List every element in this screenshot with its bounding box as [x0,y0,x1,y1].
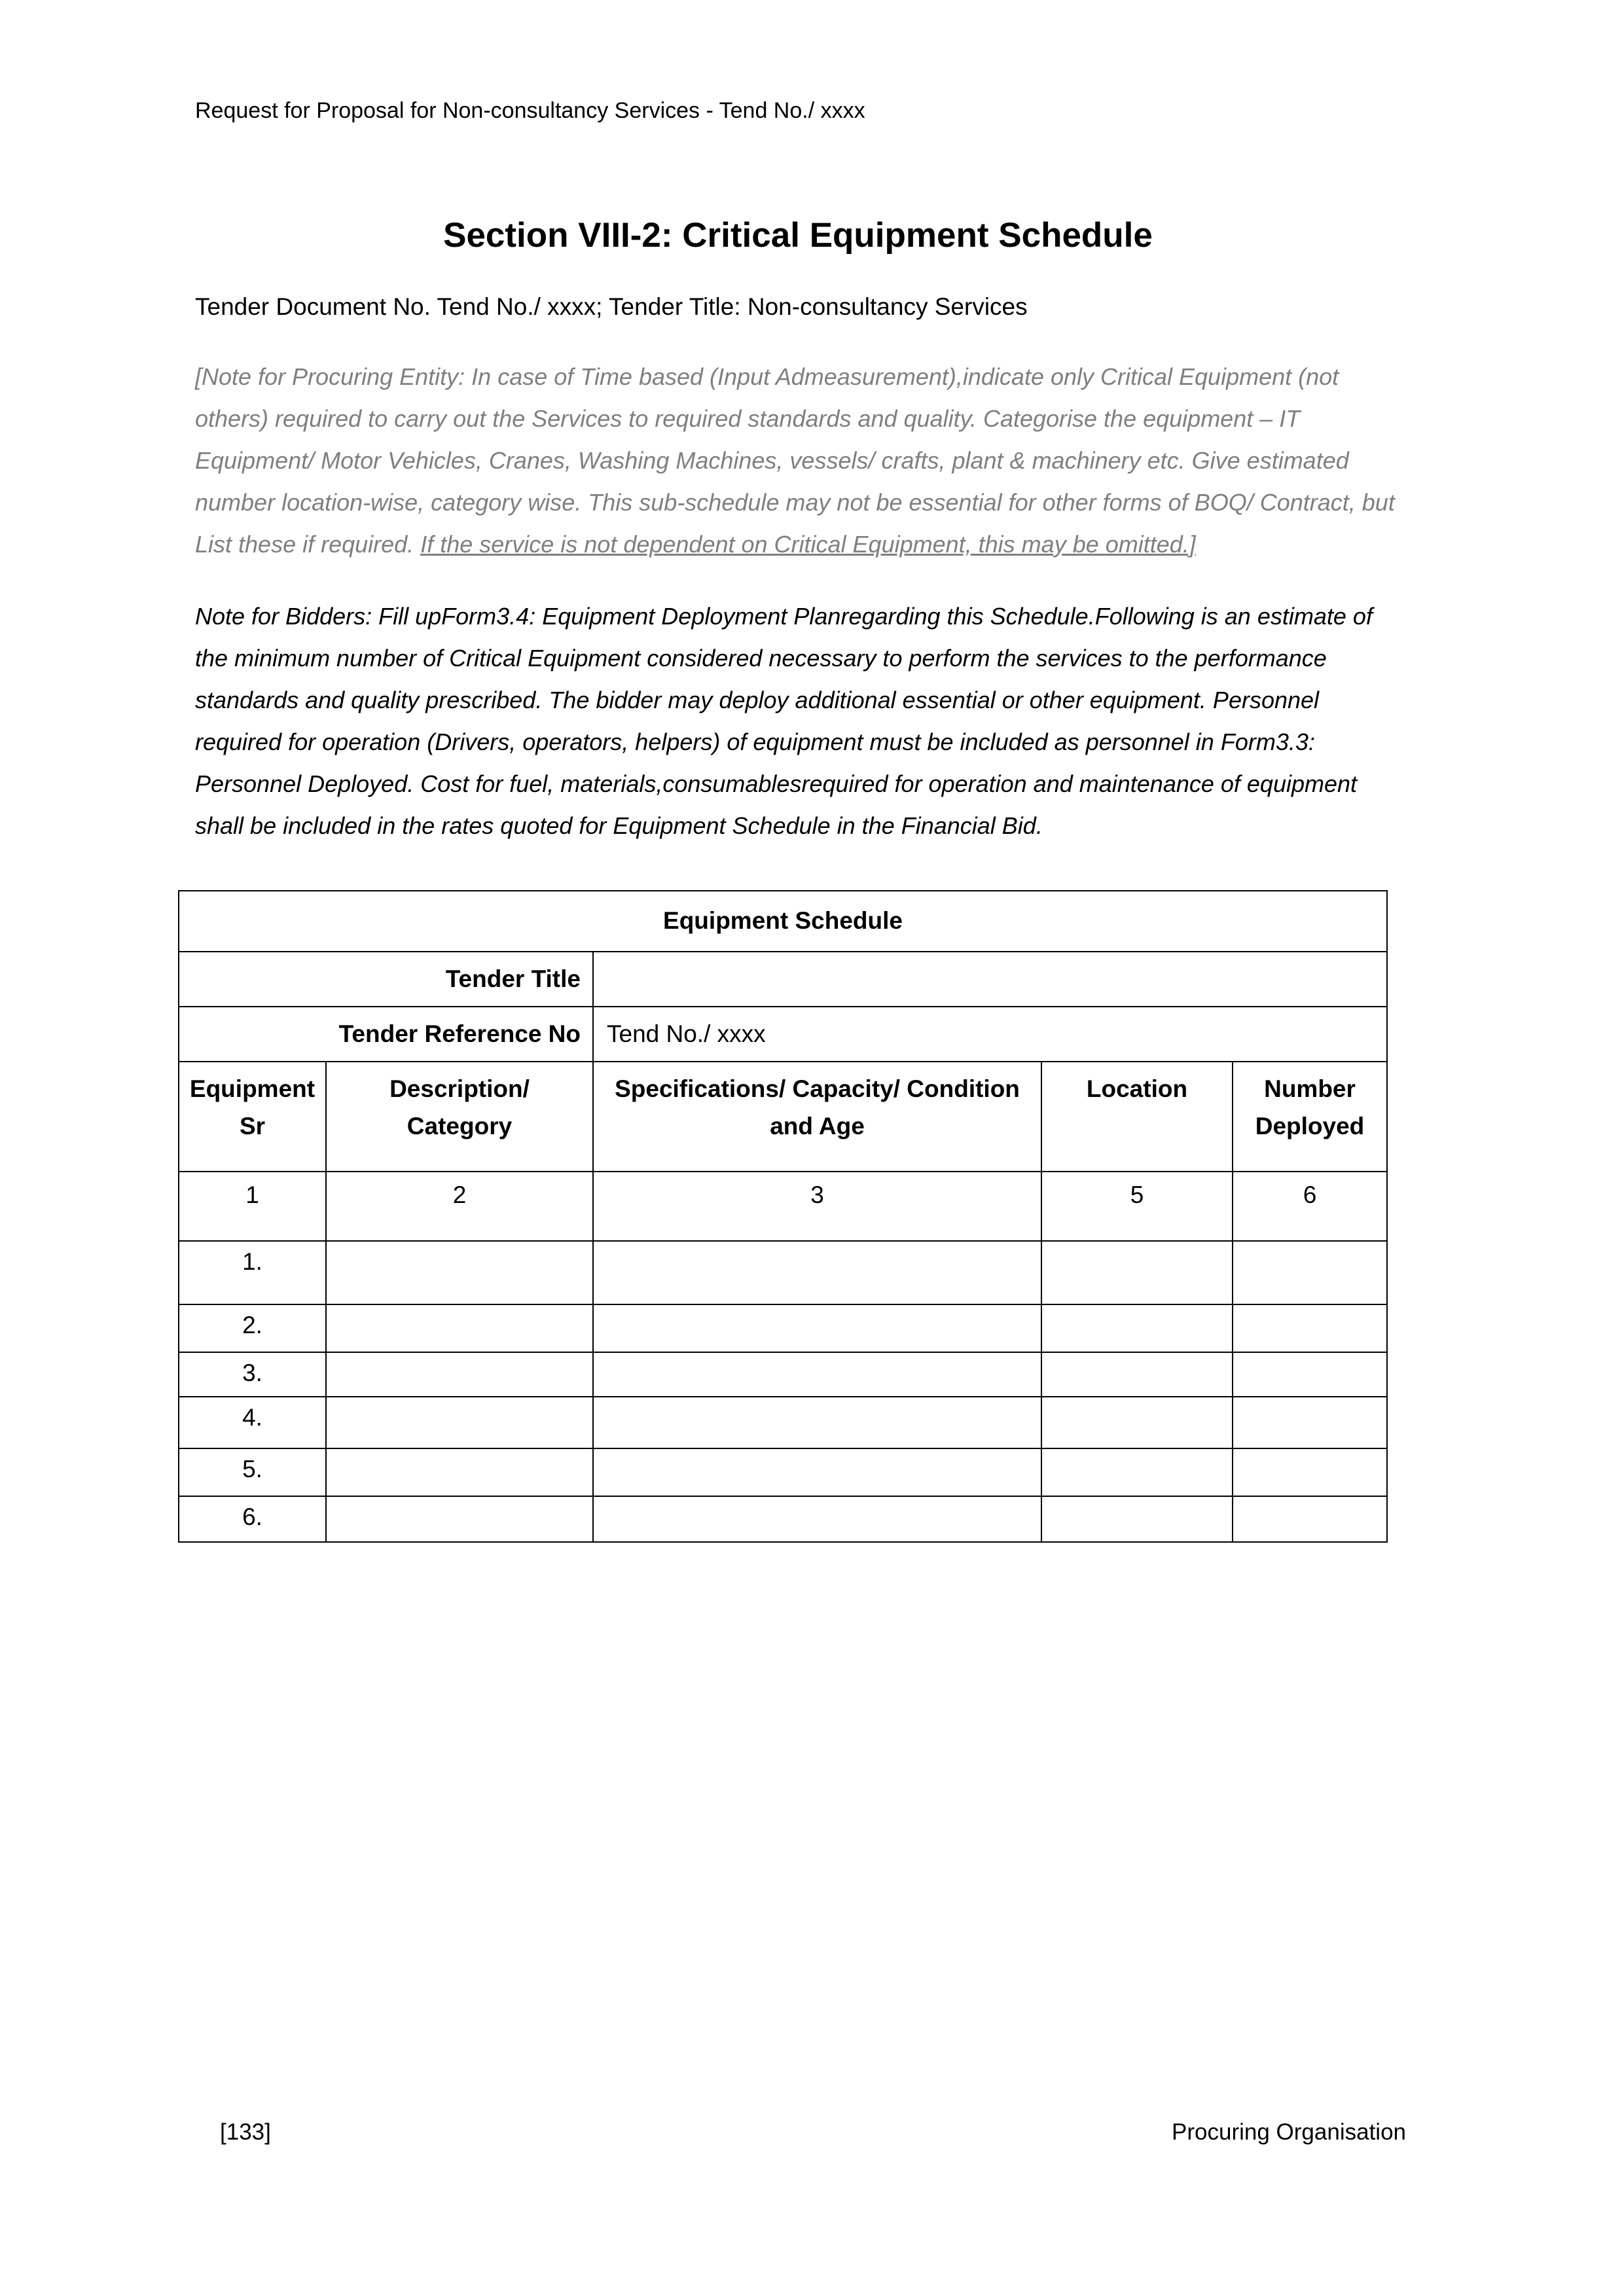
col-header-equipment-sr: Equipment Sr [179,1062,326,1172]
empty-cell [1233,1448,1387,1496]
empty-cell [593,1397,1041,1448]
note-procuring-main-text: [Note for Procuring Entity: In case of Time based (Input Admeasurement),indicate only Critical Equipment (not others) required to carry out the Services to required standards and quality. Categorise the equipment – IT Equipment/ Motor Vehicles, Cranes, Washing Machines, vessels/ crafts, plant & machinery etc. Give estimated number location-wise, category wise. This sub-schedule may not be essential for other forms of BOQ/ Contract, but List these if required. [195,363,1395,558]
table-row [179,1304,1387,1352]
empty-cell [1233,1496,1387,1542]
col-number-5: 5 [1041,1172,1233,1241]
tender-subtitle: Tender Document No. Tend No./ xxxx; Tender Title: Non-consultancy Services [195,293,1028,320]
column-header-row [179,1062,1387,1172]
empty-cell [326,1304,593,1352]
table-title: Equipment Schedule [179,891,1387,952]
col-header-location: Location [1041,1062,1233,1172]
row-serial: 5. [179,1448,326,1496]
empty-cell [593,1241,1041,1304]
column-number-row [179,1172,1387,1241]
empty-cell [326,1496,593,1542]
col-number-2: 2 [326,1172,593,1241]
col-number-1: 1 [179,1172,326,1241]
empty-cell [326,1397,593,1448]
page-footer [220,2119,1406,2145]
table-row [179,1448,1387,1496]
col-number-3: 3 [593,1172,1041,1241]
tender-title-row [179,952,1387,1007]
row-serial: 1. [179,1241,326,1304]
empty-cell [1233,1304,1387,1352]
empty-cell [1041,1496,1233,1542]
table-row [179,1397,1387,1448]
page-title: Section VIII-2: Critical Equipment Schedule [443,215,1153,255]
table-row [179,1352,1387,1397]
page-number: [133] [220,2119,271,2145]
row-serial: 3. [179,1352,326,1397]
empty-cell [1233,1352,1387,1397]
col-header-number-deployed: Number Deployed [1233,1062,1387,1172]
row-serial: 4. [179,1397,326,1448]
row-serial: 2. [179,1304,326,1352]
note-procuring-underlined-text: If the service is not dependent on Critical Equipment, this may be omitted.] [420,530,1196,558]
empty-cell [326,1448,593,1496]
footer-organisation: Procuring Organisation [1172,2119,1406,2145]
empty-cell [326,1241,593,1304]
col-header-description-category: Description/ Category [326,1062,593,1172]
empty-cell [1041,1241,1233,1304]
empty-cell [1041,1304,1233,1352]
empty-cell [326,1352,593,1397]
empty-cell [1041,1352,1233,1397]
row-serial: 6. [179,1496,326,1542]
running-header: Request for Proposal for Non-consultancy Services - Tend No./ xxxx [195,98,865,123]
equipment-schedule-table [178,890,1388,1543]
table-title-row [179,891,1387,952]
note-bidders: Note for Bidders: Fill upForm3.4: Equipment Deployment Planregarding this Schedule.Following is an estimate of the minimum number of Critical Equipment considered necessary to perform the services to the performance standards and quality prescribed. The bidder may deploy additional essential or other equipment. Personnel required for operation (Drivers, operators, helpers) of equipment must be included as personnel in Form3.3: Personnel Deployed. Cost for fuel, materials,consumablesrequired for operation and maintenance of equipment shall be included in the rates quoted for Equipment Schedule in the Financial Bid. [195,602,1373,839]
empty-cell [1233,1397,1387,1448]
empty-cell [593,1304,1041,1352]
col-header-specifications: Specifications/ Capacity/ Condition and Age [593,1062,1041,1172]
empty-cell [593,1352,1041,1397]
table-row [179,1496,1387,1542]
tender-title-label: Tender Title [179,952,593,1007]
tender-reference-row [179,1007,1387,1062]
empty-cell [1041,1448,1233,1496]
empty-cell [1233,1241,1387,1304]
tender-title-value [593,952,1387,1007]
table-row [179,1241,1387,1304]
empty-cell [593,1448,1041,1496]
note-procuring-entity [195,356,1401,565]
empty-cell [593,1496,1041,1542]
empty-cell [1041,1397,1233,1448]
tender-reference-value: Tend No./ xxxx [593,1007,1387,1062]
tender-reference-label: Tender Reference No [179,1007,593,1062]
col-number-6: 6 [1233,1172,1387,1241]
